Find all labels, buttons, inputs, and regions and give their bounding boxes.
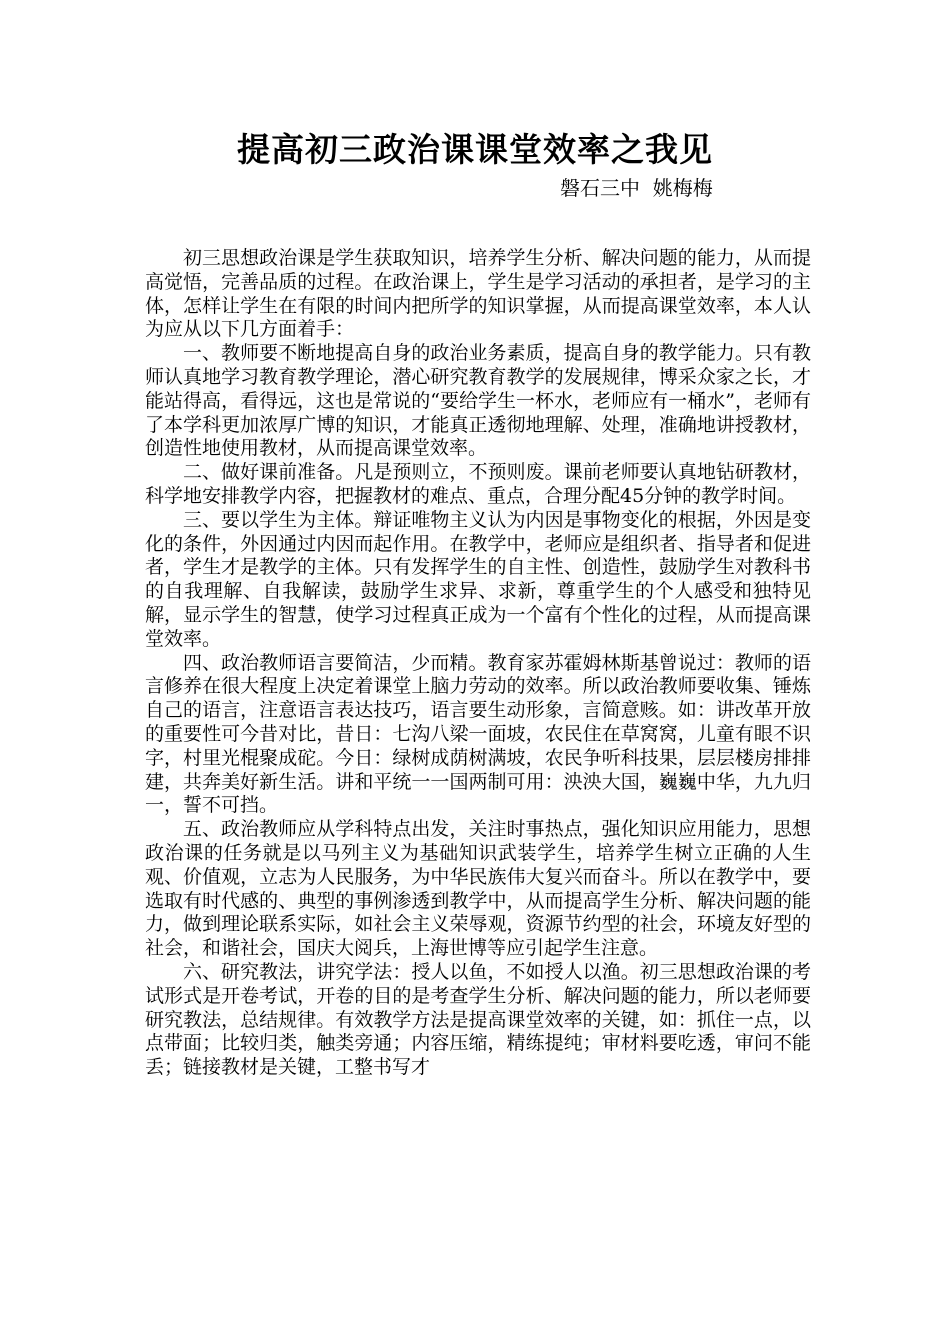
document-body: [145, 247, 811, 1080]
paragraph-point-6: 六、研究教法，讲究学法：授人以鱼，不如授人以渔。初三思想政治课的考试形式是开卷考试，开卷的目的是考查学生分析、解决问题的能力，所以老师要研究教法，总结规律。有效教学方法是提高课堂效率的关键，如：抓住一点，以点带面；比较归类，触类旁通；内容压缩，精练提纯；审材料要吃透，审问不能丢；链接教材是关键，工整书写才: [145, 960, 811, 1079]
author-line: 磐石三中 姚梅梅: [560, 176, 713, 200]
paragraph-point-4: 四、政治教师语言要简洁，少而精。教育家苏霍姆林斯基曾说过：教师的语言修养在很大程度上决定着课堂上脑力劳动的效率。所以政治教师要收集、锤炼自己的语言，注意语言表达技巧，语言要生动形象，言简意赅。如：讲改革开放的重要性可今昔对比，昔日：七沟八梁一面坡，农民住在草窝窝，儿童有眼不识字，村里光棍聚成砣。今日：绿树成荫树满坡，农民争听科技果，层层楼房排排建，共奔美好新生活。讲和平统一一国两制可用：泱泱大国，巍巍中华，九九归一，誓不可挡。: [145, 651, 811, 817]
paragraph-point-1: 一、教师要不断地提高自身的政治业务素质，提高自身的教学能力。只有教师认真地学习教育教学理论，潜心研究教育教学的发展规律，博采众家之长，才能站得高，看得远，这也是常说的“要给学生一杯水，老师应有一桶水”，老师有了本学科更加浓厚广博的知识，才能真正透彻地理解、处理，准确地讲授教材，创造性地使用教材，从而提高课堂效率。: [145, 342, 811, 460]
paragraph-point-2: 二、做好课前准备。凡是预则立，不预则废。课前老师要认真地钻研教材，科学地安排教学内容，把握教材的难点、重点，合理分配45分钟的教学时间。: [145, 461, 811, 507]
document-title: 提高初三政治课课堂效率之我见: [237, 130, 713, 169]
paragraph-point-3: 三、要以学生为主体。辩证唯物主义认为内因是事物变化的根据，外因是变化的条件，外因通过内因而起作用。在教学中，老师应是组织者、指导者和促进者，学生才是教学的主体。只有发挥学生的自主性、创造性，鼓励学生对教科书的自我理解、自我解读，鼓励学生求异、求新，尊重学生的个人感受和独特见解，显示学生的智慧，使学习过程真正成为一个富有个性化的过程，从而提高课堂效率。: [145, 508, 811, 650]
paragraph-intro: 初三思想政治课是学生获取知识，培养学生分析、解决问题的能力，从而提高觉悟，完善品质的过程。在政治课上，学生是学习活动的承担者，是学习的主体，怎样让学生在有限的时间内把所学的知识掌握，从而提高课堂效率，本人认为应从以下几方面着手：: [145, 247, 811, 341]
paragraph-point-5: 五、政治教师应从学科特点出发，关注时事热点，强化知识应用能力，思想政治课的任务就是以马列主义为基础知识武装学生，培养学生树立正确的人生观、价值观，立志为人民服务，为中华民族伟大复兴而奋斗。所以在教学中，要选取有时代感的、典型的事例渗透到教学中，从而提高学生分析、解决问题的能力，做到理论联系实际，如社会主义荣辱观，资源节约型的社会，环境友好型的社会，和谐社会，国庆大阅兵，上海世博等应引起学生注意。: [145, 818, 811, 960]
